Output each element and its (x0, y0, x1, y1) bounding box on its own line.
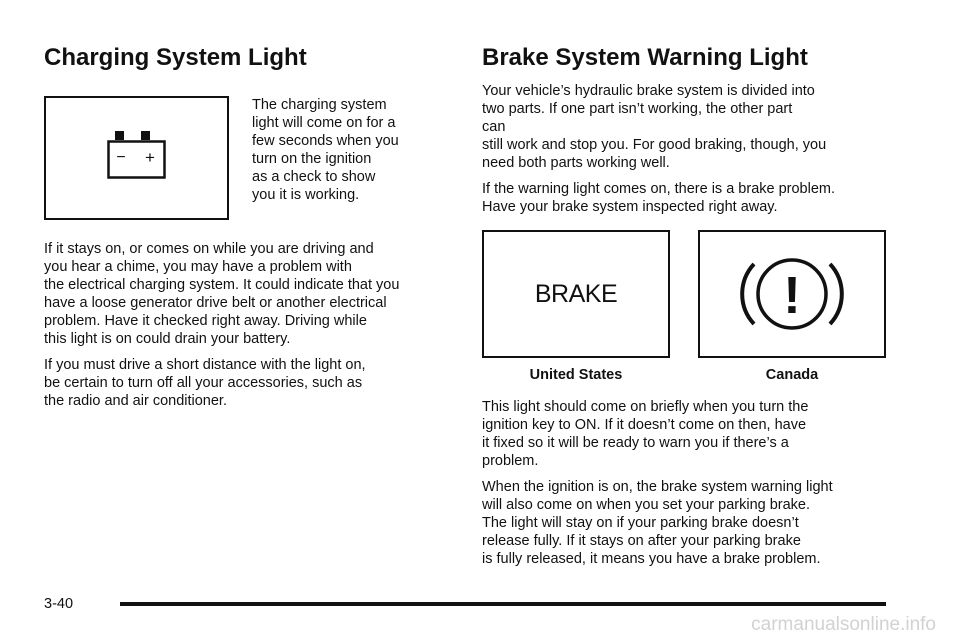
brake-paragraph-2: If the warning light comes on, there is a brake problem. Have your brake system inspected right away. (482, 181, 836, 215)
canada-caption: Canada (765, 367, 819, 383)
battery-icon (105, 128, 169, 188)
brake-lights-figures (482, 230, 902, 398)
battery-plus-sign: + (144, 148, 155, 167)
brake-paragraph-3: This light should come on briefly when you turn the ignition key to ON. If it doesn’t come on then, have it fixed so it will be ready to warn you if there’s a problem. (482, 399, 809, 469)
charging-paragraph-2: If you must drive a short distance with the light on, be certain to turn off all your accessories, such as the radio and air conditioner. (44, 357, 366, 409)
brake-section (482, 40, 902, 576)
brake-title: Brake System Warning Light (482, 44, 808, 71)
page-number: 3-40 (44, 596, 74, 612)
exclamation-mark: ! (783, 267, 801, 325)
us-brake-light-figure (482, 230, 670, 358)
brake-paragraph-4: When the ignition is on, the brake system warning light will also come on when you set your parking brake. The light will stay on if your parking brake doesn’t release fully. If it stays on after your parking brake is fully released, it means you have a brake problem. (482, 479, 833, 567)
brake-warning-icon (737, 246, 847, 342)
brake-paragraph-1: Your vehicle’s hydraulic brake system is divided into two parts. If one part isn’t working, the other part can still work and stop you. For good braking, though, you need both parts working well. (482, 83, 827, 171)
canada-brake-light-figure (698, 230, 886, 358)
charging-paragraph-1: If it stays on, or comes on while you are driving and you hear a chime, you may have a problem with the electrical charging system. It could indicate that you have a loose generator drive belt or another electrical problem. Have it checked right away. Driving while this light is on could drain your battery. (44, 241, 400, 347)
battery-minus-sign: − (115, 149, 126, 166)
charging-section (44, 40, 444, 418)
watermark: carmanualsonline.info (751, 614, 936, 635)
us-caption: United States (529, 367, 623, 383)
brake-word-symbol: BRAKE (534, 279, 618, 308)
footer-rule (120, 602, 886, 606)
battery-row (44, 96, 444, 220)
charging-title: Charging System Light (44, 44, 307, 71)
charging-intro: The charging system light will come on for a few seconds when you turn on the ignition as a check to show you it is working. (252, 97, 399, 203)
page-footer (44, 596, 886, 612)
battery-light-figure (44, 96, 229, 220)
